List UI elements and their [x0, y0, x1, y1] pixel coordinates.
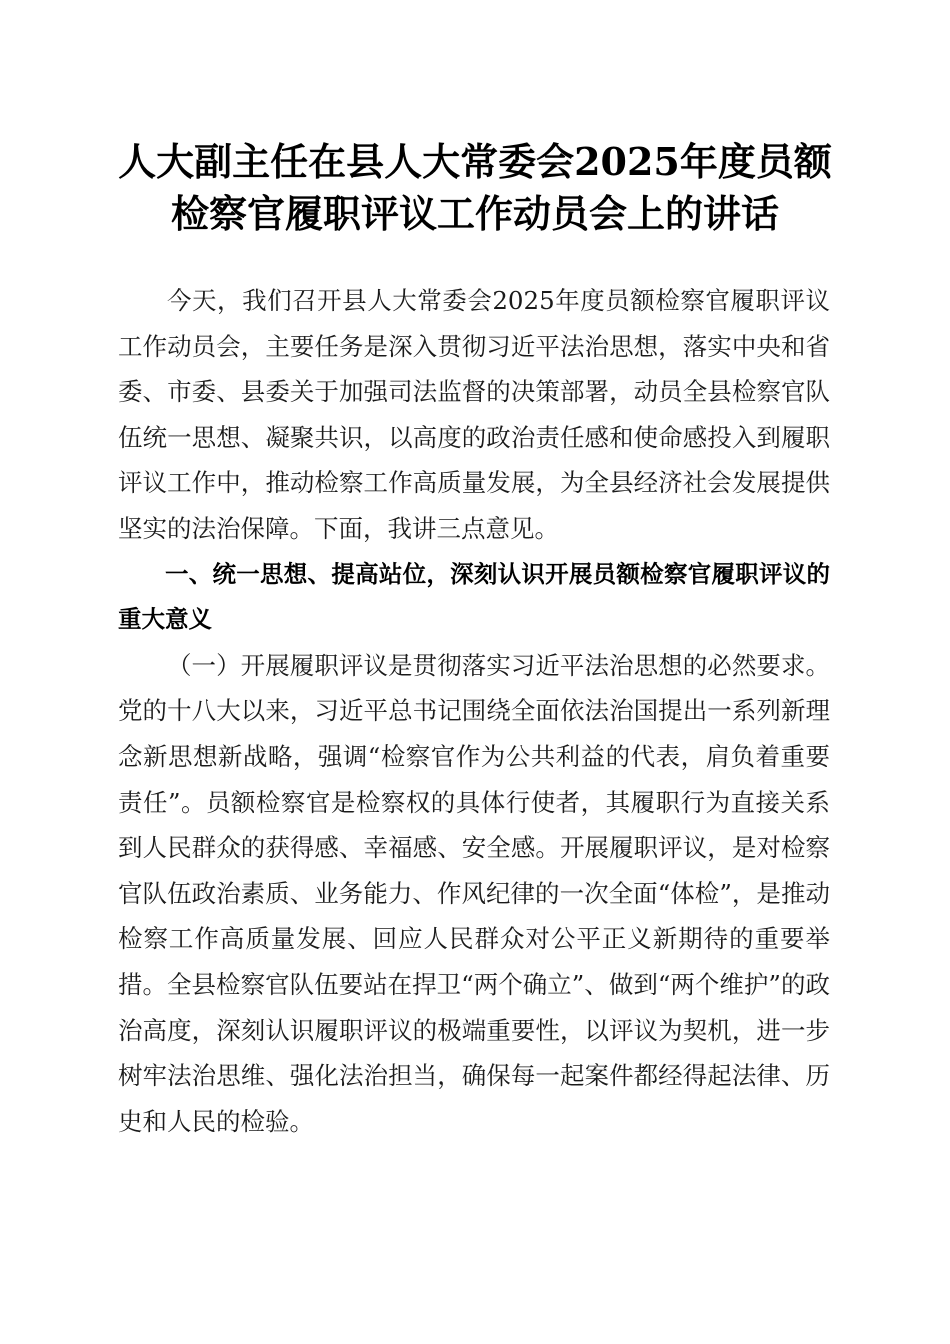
intro-paragraph: 今天，我们召开县人大常委会2025年度员额检察官履职评议工作动员会，主要任务是深入贯彻习近平法治思想，落实中央和省委、市委、县委关于加强司法监督的决策部署，动员全县检察官队伍统一思想、凝聚共识，以高度的政治责任感和使命感投入到履职评议工作中，推动检察工作高质量发展，为全县经济社会发展提供坚实的法治保障。下面，我讲三点意见。: [118, 286, 830, 543]
section-1-1-paragraph: （一）开展履职评议是贯彻落实习近平法治思想的必然要求。党的十八大以来，习近平总书记围绕全面依法治国提出一系列新理念新思想新战略，强调“检察官作为公共利益的代表，肩负着重要责任”。员额检察官是检察权的具体行使者，其履职行为直接关系到人民群众的获得感、幸福感、安全感。开展履职评议，是对检察官队伍政治素质、业务能力、作风纪律的一次全面“体检”，是推动检察工作高质量发展、回应人民群众对公平正义新期待的重要举措。全县检察官队伍要站在捍卫“两个确立”、做到“两个维护”的政治高度，深刻认识履职评议的极端重要性，以评议为契机，进一步树牢法治思维、强化法治担当，确保每一起案件都经得起法律、历史和人民的检验。: [118, 650, 830, 1136]
section-1-heading: 一、统一思想、提高站位，深刻认识开展员额检察官履职评议的重大意义: [118, 559, 830, 634]
document-title: 人大副主任在县人大常委会2025年度员额检察官履职评议工作动员会上的讲话: [118, 139, 832, 236]
document-body: [118, 278, 830, 1144]
